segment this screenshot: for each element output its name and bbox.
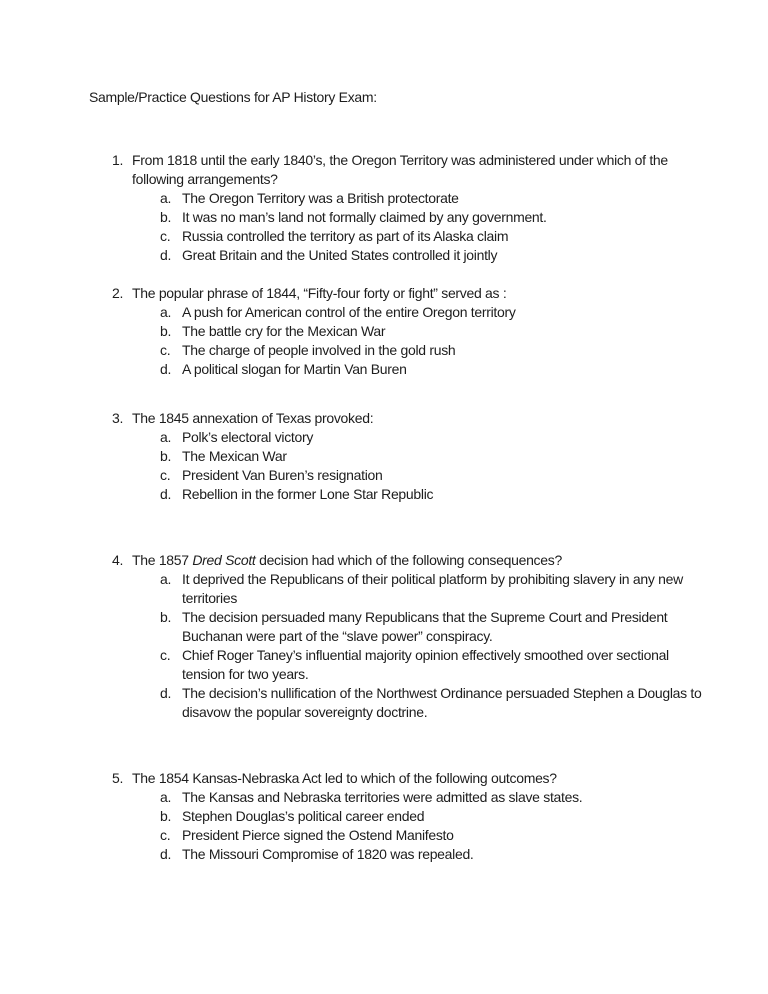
question-head	[112, 551, 738, 570]
text-segment: The 1845 annexation of Texas provoked:	[132, 410, 374, 426]
text-segment: Polk’s electoral victory	[182, 429, 314, 445]
text-segment: From 1818 until the early 1840’s, the Oregon Territory was administered under which of the	[132, 152, 668, 168]
text-segment: territories	[182, 590, 238, 606]
option-list	[112, 189, 738, 265]
text-segment: The battle cry for the Mexican War	[182, 323, 386, 339]
text-segment: Stephen Douglas’s political career ended	[182, 808, 425, 824]
option-text	[182, 208, 738, 227]
question-number: 3.	[112, 410, 124, 426]
text-segment: following arrangements?	[132, 171, 278, 187]
option-item	[160, 322, 738, 341]
text-segment: Buchanan were part of the “slave power” conspiracy.	[182, 628, 493, 644]
option-letter: b.	[160, 808, 172, 824]
text-segment: The Missouri Compromise of 1820 was repealed.	[182, 846, 474, 862]
text-segment: It deprived the Republicans of their political platform by prohibiting slavery in any new	[182, 571, 683, 587]
option-text	[182, 447, 738, 466]
question-head	[112, 769, 738, 788]
option-letter: c.	[160, 228, 171, 244]
option-letter: d.	[160, 846, 172, 862]
option-item	[160, 208, 738, 227]
text-segment: Great Britain and the United States controlled it jointly	[182, 247, 498, 263]
question-item	[112, 551, 738, 722]
option-item	[160, 788, 738, 807]
option-letter: d.	[160, 247, 172, 263]
option-text	[182, 570, 738, 608]
option-item	[160, 608, 738, 646]
option-item	[160, 845, 738, 864]
text-segment: The 1857	[132, 552, 193, 568]
option-item	[160, 189, 738, 208]
option-letter: d.	[160, 486, 172, 502]
text-segment: The popular phrase of 1844, “Fifty-four forty or fight” served as :	[132, 285, 507, 301]
option-item	[160, 646, 738, 684]
text-segment: disavow the popular sovereignty doctrine.	[182, 704, 428, 720]
option-list	[112, 788, 738, 864]
option-letter: a.	[160, 429, 172, 445]
option-item	[160, 684, 738, 722]
question-head	[112, 151, 738, 189]
question-prompt	[132, 409, 738, 428]
option-item	[160, 807, 738, 826]
option-text	[182, 360, 738, 379]
question-prompt	[132, 769, 738, 788]
italic-text-segment: Dred Scott	[192, 552, 256, 568]
option-item	[160, 227, 738, 246]
question-item	[112, 284, 738, 379]
option-list	[112, 570, 738, 722]
option-letter: a.	[160, 190, 172, 206]
text-segment: Russia controlled the territory as part of its Alaska claim	[182, 228, 509, 244]
text-segment: The Oregon Territory was a British protectorate	[182, 190, 459, 206]
option-letter: b.	[160, 209, 172, 225]
option-item	[160, 447, 738, 466]
text-segment: A political slogan for Martin Van Buren	[182, 361, 407, 377]
question-number: 4.	[112, 552, 124, 568]
text-segment: decision had which of the following consequences?	[255, 552, 562, 568]
option-text	[182, 227, 738, 246]
option-item	[160, 360, 738, 379]
question-number: 2.	[112, 285, 124, 301]
option-item	[160, 341, 738, 360]
option-letter: b.	[160, 609, 172, 625]
text-segment: A push for American control of the entire Oregon territory	[182, 304, 516, 320]
option-list	[112, 303, 738, 379]
option-item	[160, 485, 738, 504]
option-text	[182, 341, 738, 360]
option-text	[182, 684, 738, 722]
option-letter: c.	[160, 827, 171, 843]
text-segment: President Van Buren’s resignation	[182, 467, 383, 483]
option-text	[182, 788, 738, 807]
text-segment: The 1854 Kansas-Nebraska Act led to which of the following outcomes?	[132, 770, 557, 786]
option-item	[160, 826, 738, 845]
text-segment: Chief Roger Taney’s influential majority opinion effectively smoothed over sectional	[182, 647, 669, 663]
text-segment: The decision persuaded many Republicans that the Supreme Court and President	[182, 609, 668, 625]
question-item	[112, 769, 738, 864]
option-list	[112, 428, 738, 504]
option-letter: c.	[160, 647, 171, 663]
option-item	[160, 570, 738, 608]
option-item	[160, 466, 738, 485]
question-item	[112, 409, 738, 504]
option-letter: b.	[160, 323, 172, 339]
option-text	[182, 246, 738, 265]
option-letter: a.	[160, 571, 172, 587]
question-item	[112, 151, 738, 265]
option-text	[182, 428, 738, 447]
option-text	[182, 646, 738, 684]
option-item	[160, 303, 738, 322]
option-letter: a.	[160, 789, 172, 805]
question-list	[89, 151, 738, 864]
text-segment: Rebellion in the former Lone Star Republic	[182, 486, 434, 502]
option-letter: d.	[160, 361, 172, 377]
option-text	[182, 845, 738, 864]
option-letter: b.	[160, 448, 172, 464]
text-segment: The decision’s nullification of the Northwest Ordinance persuaded Stephen a Douglas to	[182, 685, 702, 701]
option-text	[182, 807, 738, 826]
question-prompt	[132, 151, 738, 189]
option-item	[160, 428, 738, 447]
option-text	[182, 322, 738, 341]
option-text	[182, 466, 738, 485]
option-text	[182, 826, 738, 845]
question-prompt	[132, 551, 738, 570]
option-text	[182, 608, 738, 646]
question-number: 1.	[112, 152, 124, 168]
option-letter: c.	[160, 467, 171, 483]
option-item	[160, 246, 738, 265]
text-segment: The charge of people involved in the gold rush	[182, 342, 456, 358]
document-title: Sample/Practice Questions for AP History Exam:	[89, 89, 377, 105]
option-text	[182, 485, 738, 504]
text-segment: The Kansas and Nebraska territories were admitted as slave states.	[182, 789, 583, 805]
text-segment: The Mexican War	[182, 448, 287, 464]
option-text	[182, 189, 738, 208]
question-number: 5.	[112, 770, 124, 786]
question-prompt	[132, 284, 738, 303]
option-letter: c.	[160, 342, 171, 358]
text-segment: It was no man’s land not formally claimed by any government.	[182, 209, 547, 225]
option-letter: d.	[160, 685, 172, 701]
option-letter: a.	[160, 304, 172, 320]
text-segment: President Pierce signed the Ostend Manifesto	[182, 827, 454, 843]
question-head	[112, 284, 738, 303]
question-head	[112, 409, 738, 428]
option-text	[182, 303, 738, 322]
text-segment: tension for two years.	[182, 666, 309, 682]
